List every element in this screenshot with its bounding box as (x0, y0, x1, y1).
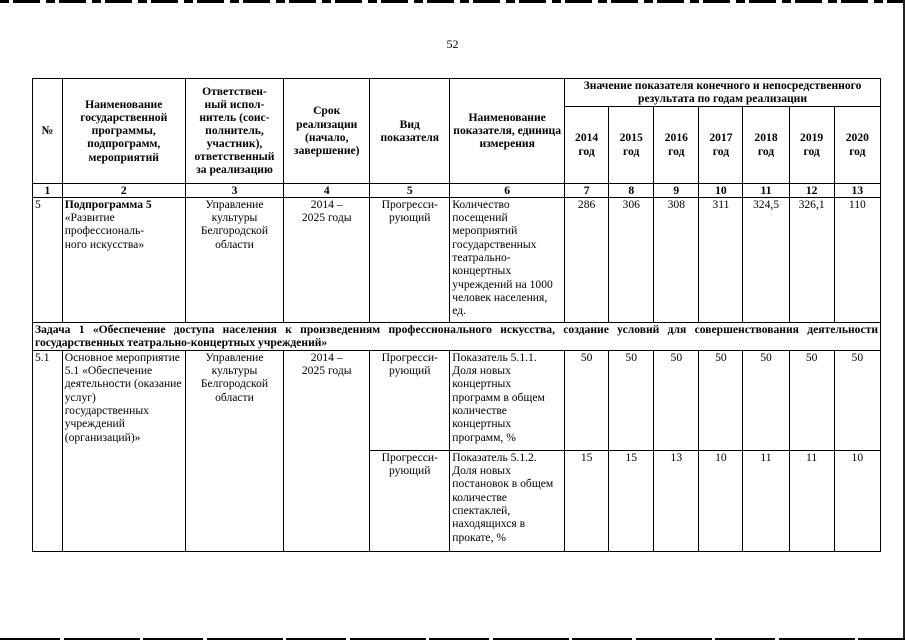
header-year-2017: 2017 год (699, 106, 743, 183)
col-number: 13 (834, 183, 880, 197)
value-cell: 10 (834, 450, 880, 551)
event-name: Основное мероприятие 5.1 «Обеспечение деятельности (оказание услуг) государственных учреждений (организаций)» (62, 350, 185, 551)
header-row (33, 79, 881, 107)
header-values-group: Значение показателя конечного и непосредственного результата по годам реализации (565, 79, 881, 107)
header-period: Срок реализации (начало, завершение) (284, 79, 370, 184)
col-number: 11 (743, 183, 789, 197)
indicator-type: Прогресси- рующий (370, 450, 450, 551)
header-num: № (33, 79, 63, 184)
indicators-table (32, 78, 881, 552)
task-text: Задача 1 «Обеспечение доступа населения к произведениям профессионального искусства, создание условий для совершенствования деятельности государственных театрально-концертных учреждений» (33, 322, 881, 350)
header-year-2018: 2018 год (743, 106, 789, 183)
value-cell: 50 (609, 350, 654, 450)
value-cell: 286 (565, 197, 609, 322)
subprogram-period: 2014 – 2025 годы (284, 197, 370, 322)
value-cell: 110 (834, 197, 880, 322)
value-cell: 50 (654, 350, 699, 450)
subprogram-num: 5 (33, 197, 63, 322)
header-year-2019: 2019 год (789, 106, 834, 183)
col-number: 8 (609, 183, 654, 197)
subprogram-type: Прогресси- рующий (370, 197, 450, 322)
header-responsible: Ответствен- ный испол- нитель (соис- полнитель, участник), ответственный за реализацию (185, 79, 283, 184)
col-number: 7 (565, 183, 609, 197)
subprogram-name (62, 197, 185, 322)
value-cell: 50 (789, 350, 834, 450)
value-cell: 326,1 (789, 197, 834, 322)
value-cell: 50 (834, 350, 880, 450)
subprogram-indicator: Количество посещений мероприятий государственных театрально-концертных учреждений на 1000 человек населения, ед. (450, 197, 565, 322)
event-num: 5.1 (33, 350, 63, 551)
col-number: 12 (789, 183, 834, 197)
value-cell: 50 (743, 350, 789, 450)
col-number: 3 (185, 183, 283, 197)
subprogram-responsible: Управление культуры Белгородской области (185, 197, 283, 322)
value-cell: 324,5 (743, 197, 789, 322)
event-responsible: Управление культуры Белгородской области (185, 350, 283, 551)
subprogram-name-rest: «Развитие профессиональ- ного искусства» (64, 211, 145, 251)
header-program: Наименование государственной программы, подпрограмм, мероприятий (62, 79, 185, 184)
indicator-name: Показатель 5.1.1. Доля новых концертных программ в общем количестве концертных программ, % (450, 350, 565, 450)
subprogram-row (33, 197, 881, 322)
col-number: 5 (370, 183, 450, 197)
value-cell: 15 (609, 450, 654, 551)
col-number: 9 (654, 183, 699, 197)
col-number: 1 (33, 183, 63, 197)
value-cell: 50 (565, 350, 609, 450)
value-cell: 10 (699, 450, 743, 551)
event-row-1 (33, 350, 881, 450)
event-period: 2014 – 2025 годы (284, 350, 370, 551)
value-cell: 11 (743, 450, 789, 551)
value-cell: 15 (565, 450, 609, 551)
indicator-name: Показатель 5.1.2. Доля новых постановок в общем количестве спектаклей, находящихся в прокате, % (450, 450, 565, 551)
value-cell: 308 (654, 197, 699, 322)
value-cell: 11 (789, 450, 834, 551)
header-indicator: Наименование показателя, единица измерения (450, 79, 565, 184)
header-year-2020: 2020 год (834, 106, 880, 183)
col-number: 4 (284, 183, 370, 197)
value-cell: 50 (699, 350, 743, 450)
col-number: 10 (699, 183, 743, 197)
col-number: 6 (450, 183, 565, 197)
header-year-2015: 2015 год (609, 106, 654, 183)
col-number: 2 (62, 183, 185, 197)
page-number: 52 (446, 37, 459, 51)
subprogram-name-bold: Подпрограмма 5 (64, 197, 152, 211)
column-numbers-row (33, 183, 881, 197)
header-type: Вид показателя (370, 79, 450, 184)
value-cell: 306 (609, 197, 654, 322)
value-cell: 13 (654, 450, 699, 551)
header-year-2016: 2016 год (654, 106, 699, 183)
indicator-type: Прогресси- рующий (370, 350, 450, 450)
value-cell: 311 (699, 197, 743, 322)
task-row (33, 322, 881, 350)
header-year-2014: 2014 год (565, 106, 609, 183)
scan-edge-top (0, 0, 905, 3)
